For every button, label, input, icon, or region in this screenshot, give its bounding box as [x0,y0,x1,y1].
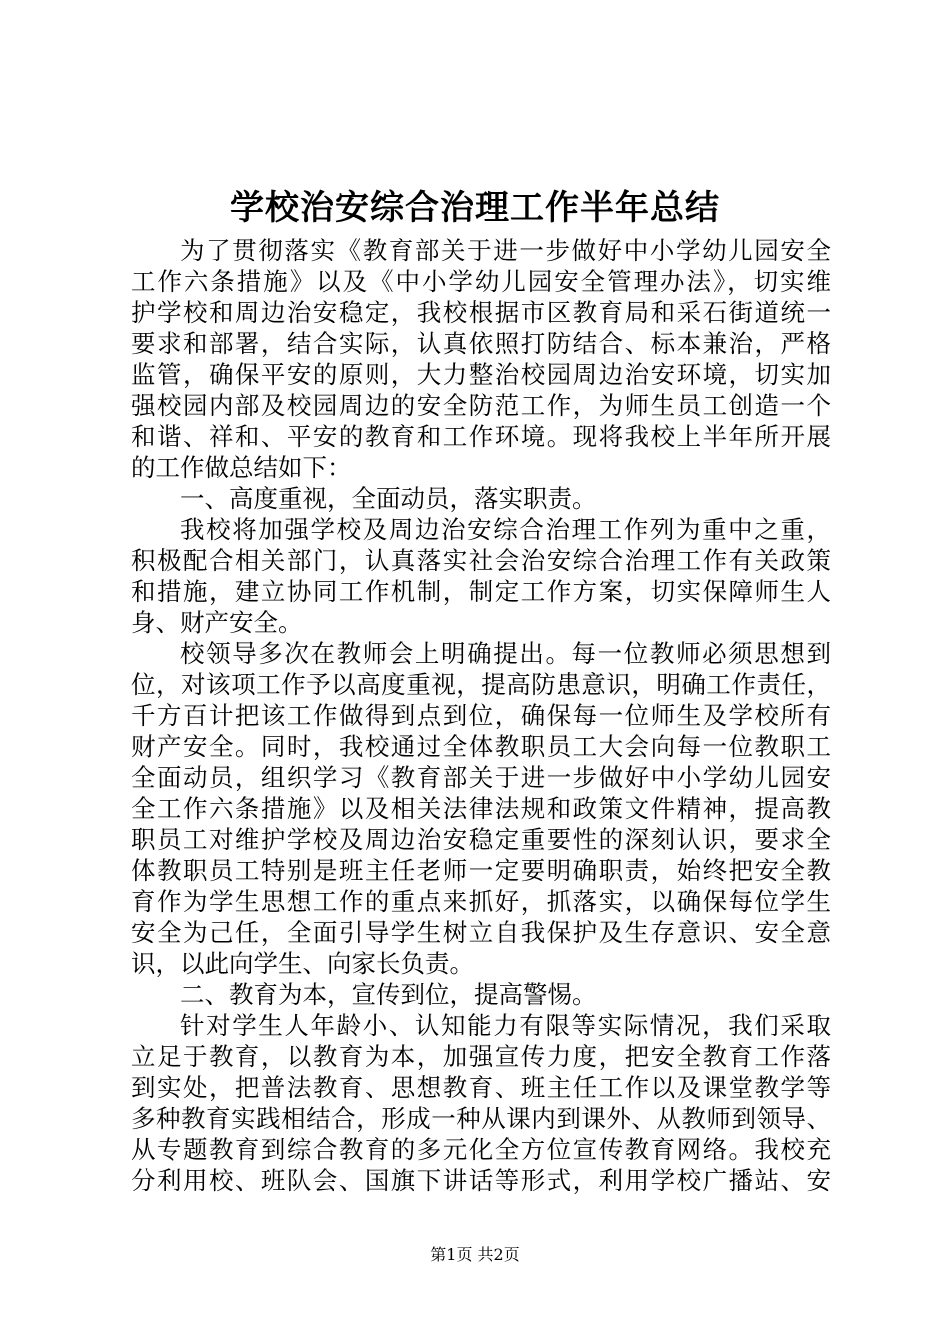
text-line: 护学校和周边治安稳定，我校根据市区教育局和采石街道统一 [131,298,831,327]
text-line: 积极配合相关部门，认真落实社会治安综合治理工作有关政策 [131,546,831,575]
text-line: 到实处，把普法教育、思想教育、班主任工作以及课堂教学等 [131,1073,831,1102]
text-line: 全面动员，组织学习《教育部关于进一步做好中小学幼儿园安 [131,763,831,792]
text-line: 的工作做总结如下： [131,453,352,482]
text-line: 身、财产安全。 [131,608,303,637]
text-line: 安全为己任，全面引导学生树立自我保护及生存意识、安全意 [131,918,831,947]
text-line: 千方百计把该工作做得到点到位，确保每一位师生及学校所有 [131,701,831,730]
document-body [131,235,831,1196]
text-line: 针对学生人年龄小、认知能力有限等实际情况，我们采取 [180,1011,831,1040]
page-title: 学校治安综合治理工作半年总结 [230,188,720,228]
text-line: 和措施，建立协同工作机制，制定工作方案，切实保障师生人 [131,577,831,606]
text-line: 要求和部署，结合实际，认真依照打防结合、标本兼治，严格 [131,329,831,358]
section-heading: 一、高度重视，全面动员，落实职责。 [180,484,597,513]
text-line: 职员工对维护学校及周边治安稳定重要性的深刻认识，要求全 [131,825,831,854]
text-line: 位，对该项工作予以高度重视，提高防患意识，明确工作责任， [131,670,831,699]
text-line: 校领导多次在教师会上明确提出。每一位教师必须思想到 [180,639,831,668]
section-heading: 二、教育为本，宣传到位，提高警惕。 [180,980,597,1009]
text-line: 全工作六条措施》以及相关法律法规和政策文件精神，提高教 [131,794,831,823]
text-line: 分利用校、班队会、国旗下讲话等形式，利用学校广播站、安 [131,1166,831,1195]
text-line: 育作为学生思想工作的重点来抓好，抓落实，以确保每位学生 [131,887,831,916]
text-line: 立足于教育，以教育为本，加强宣传力度，把安全教育工作落 [131,1042,831,1071]
page-number: 第1页 共2页 [430,1245,520,1264]
text-line: 从专题教育到综合教育的多元化全方位宣传教育网络。我校充 [131,1135,831,1164]
text-line: 多种教育实践相结合，形成一种从课内到课外、从教师到领导、 [131,1104,831,1133]
text-line: 工作六条措施》以及《中小学幼儿园安全管理办法》，切实维 [131,267,831,296]
text-line: 识，以此向学生、向家长负责。 [131,949,474,978]
text-line: 强校园内部及校园周边的安全防范工作，为师生员工创造一个 [131,391,831,420]
text-line: 为了贯彻落实《教育部关于进一步做好中小学幼儿园安全 [180,236,831,265]
text-line: 和谐、祥和、平安的教育和工作环境。现将我校上半年所开展 [131,422,831,451]
text-line: 体教职员工特别是班主任老师一定要明确职责，始终把安全教 [131,856,831,885]
text-line: 我校将加强学校及周边治安综合治理工作列为重中之重， [180,515,831,544]
text-line: 财产安全。同时，我校通过全体教职员工大会向每一位教职工 [131,732,831,761]
text-line: 监管，确保平安的原则，大力整治校园周边治安环境，切实加 [131,360,831,389]
